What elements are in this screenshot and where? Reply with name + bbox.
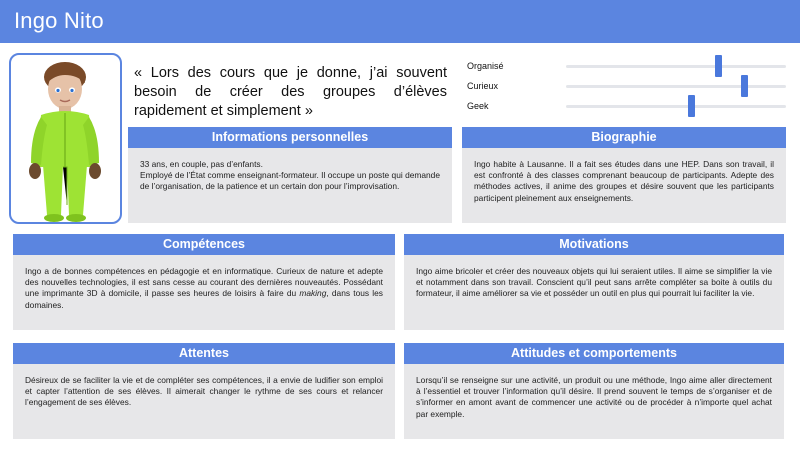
card-motivations	[404, 234, 784, 330]
avatar-frame	[9, 53, 122, 224]
card-competences	[13, 234, 395, 330]
card-text: Ingo a de bonnes compétences en pédagogie et en informatique. Curieux de nature et adepte des nouvelles technologies, il est sans cesse au courant des dernières nouveautés. Possédant une imprimante 3D à domicile, il passe ses heures de loisirs à faire du making, dans tous les domaines.	[25, 266, 383, 310]
card-body	[128, 148, 452, 193]
card-title: Motivations	[404, 234, 784, 255]
card-body	[13, 255, 395, 311]
card-text: Désireux de se faciliter la vie et de compléter ses compétences, il a envie de ludifier son emploi et capter l’attention de ses élèves. Il aimerait changer le rythme de ses cours et relancer l’engagement de ses élèves.	[25, 375, 383, 408]
card-informations-personnelles	[128, 127, 452, 223]
card-title: Attitudes et comportements	[404, 343, 784, 364]
trait-label-geek: Geek	[467, 101, 489, 111]
card-title: Informations personnelles	[128, 127, 452, 148]
card-body	[13, 364, 395, 409]
card-text: Employé de l’État comme enseignant-formateur. Il occupe un poste qui demande de l’organisation, de la patience et un certain don pour l’improvisation.	[140, 170, 440, 192]
card-text: 33 ans, en couple, pas d’enfants.	[140, 159, 263, 169]
card-text: Ingo aime bricoler et créer des nouveaux objets qui lui seraient utiles. Il aime se simplifier la vie et notamment dans son travail. Conscient qu’il peut sans arrête compléter sa boite à outils du formateur, il aime améliorer sa vie et posséder un outil en plus qui pourrait lui faciliter la vie.	[416, 266, 772, 299]
avatar	[11, 55, 120, 222]
persona-quote: « Lors des cours que je donne, j’ai souvent besoin de créer des groupes d’élèves rapidement et simplement »	[134, 65, 447, 119]
trait-slider-organise	[566, 65, 786, 68]
header-bar	[0, 0, 800, 43]
persona-name: Ingo Nito	[14, 8, 104, 33]
trait-label-curieux: Curieux	[467, 81, 499, 91]
trait-thumb	[688, 95, 695, 117]
trait-thumb	[741, 75, 748, 97]
card-text: Lorsqu’il se renseigne sur une activité, un produit ou une méthode, Ingo aime aller directement à l’essentiel et trouver l’information qu’il désire. Il prend souvent le temps de s’organiser et de s’informer en amont avant de commencer une activité ou de procéder à n’importe quel achat par exemple.	[416, 375, 772, 419]
card-title: Compétences	[13, 234, 395, 255]
card-attentes	[13, 343, 395, 439]
card-title: Biographie	[462, 127, 786, 148]
card-text: Ingo habite à Lausanne. Il a fait ses études dans une HEP. Dans son travail, il est confronté à des classes comprenant beaucoup de participants. Adepte des méthodes actives, il anime des groupes et désire souvent que les participants participent pleinement aux enseignements.	[474, 159, 774, 203]
card-title: Attentes	[13, 343, 395, 364]
trait-label-organise: Organisé	[467, 61, 504, 71]
card-body	[404, 255, 784, 300]
trait-slider-geek	[566, 105, 786, 108]
card-attitudes-comportements	[404, 343, 784, 439]
card-body	[404, 364, 784, 420]
trait-thumb	[715, 55, 722, 77]
card-body	[462, 148, 786, 204]
card-biographie	[462, 127, 786, 223]
trait-slider-curieux	[566, 85, 786, 88]
